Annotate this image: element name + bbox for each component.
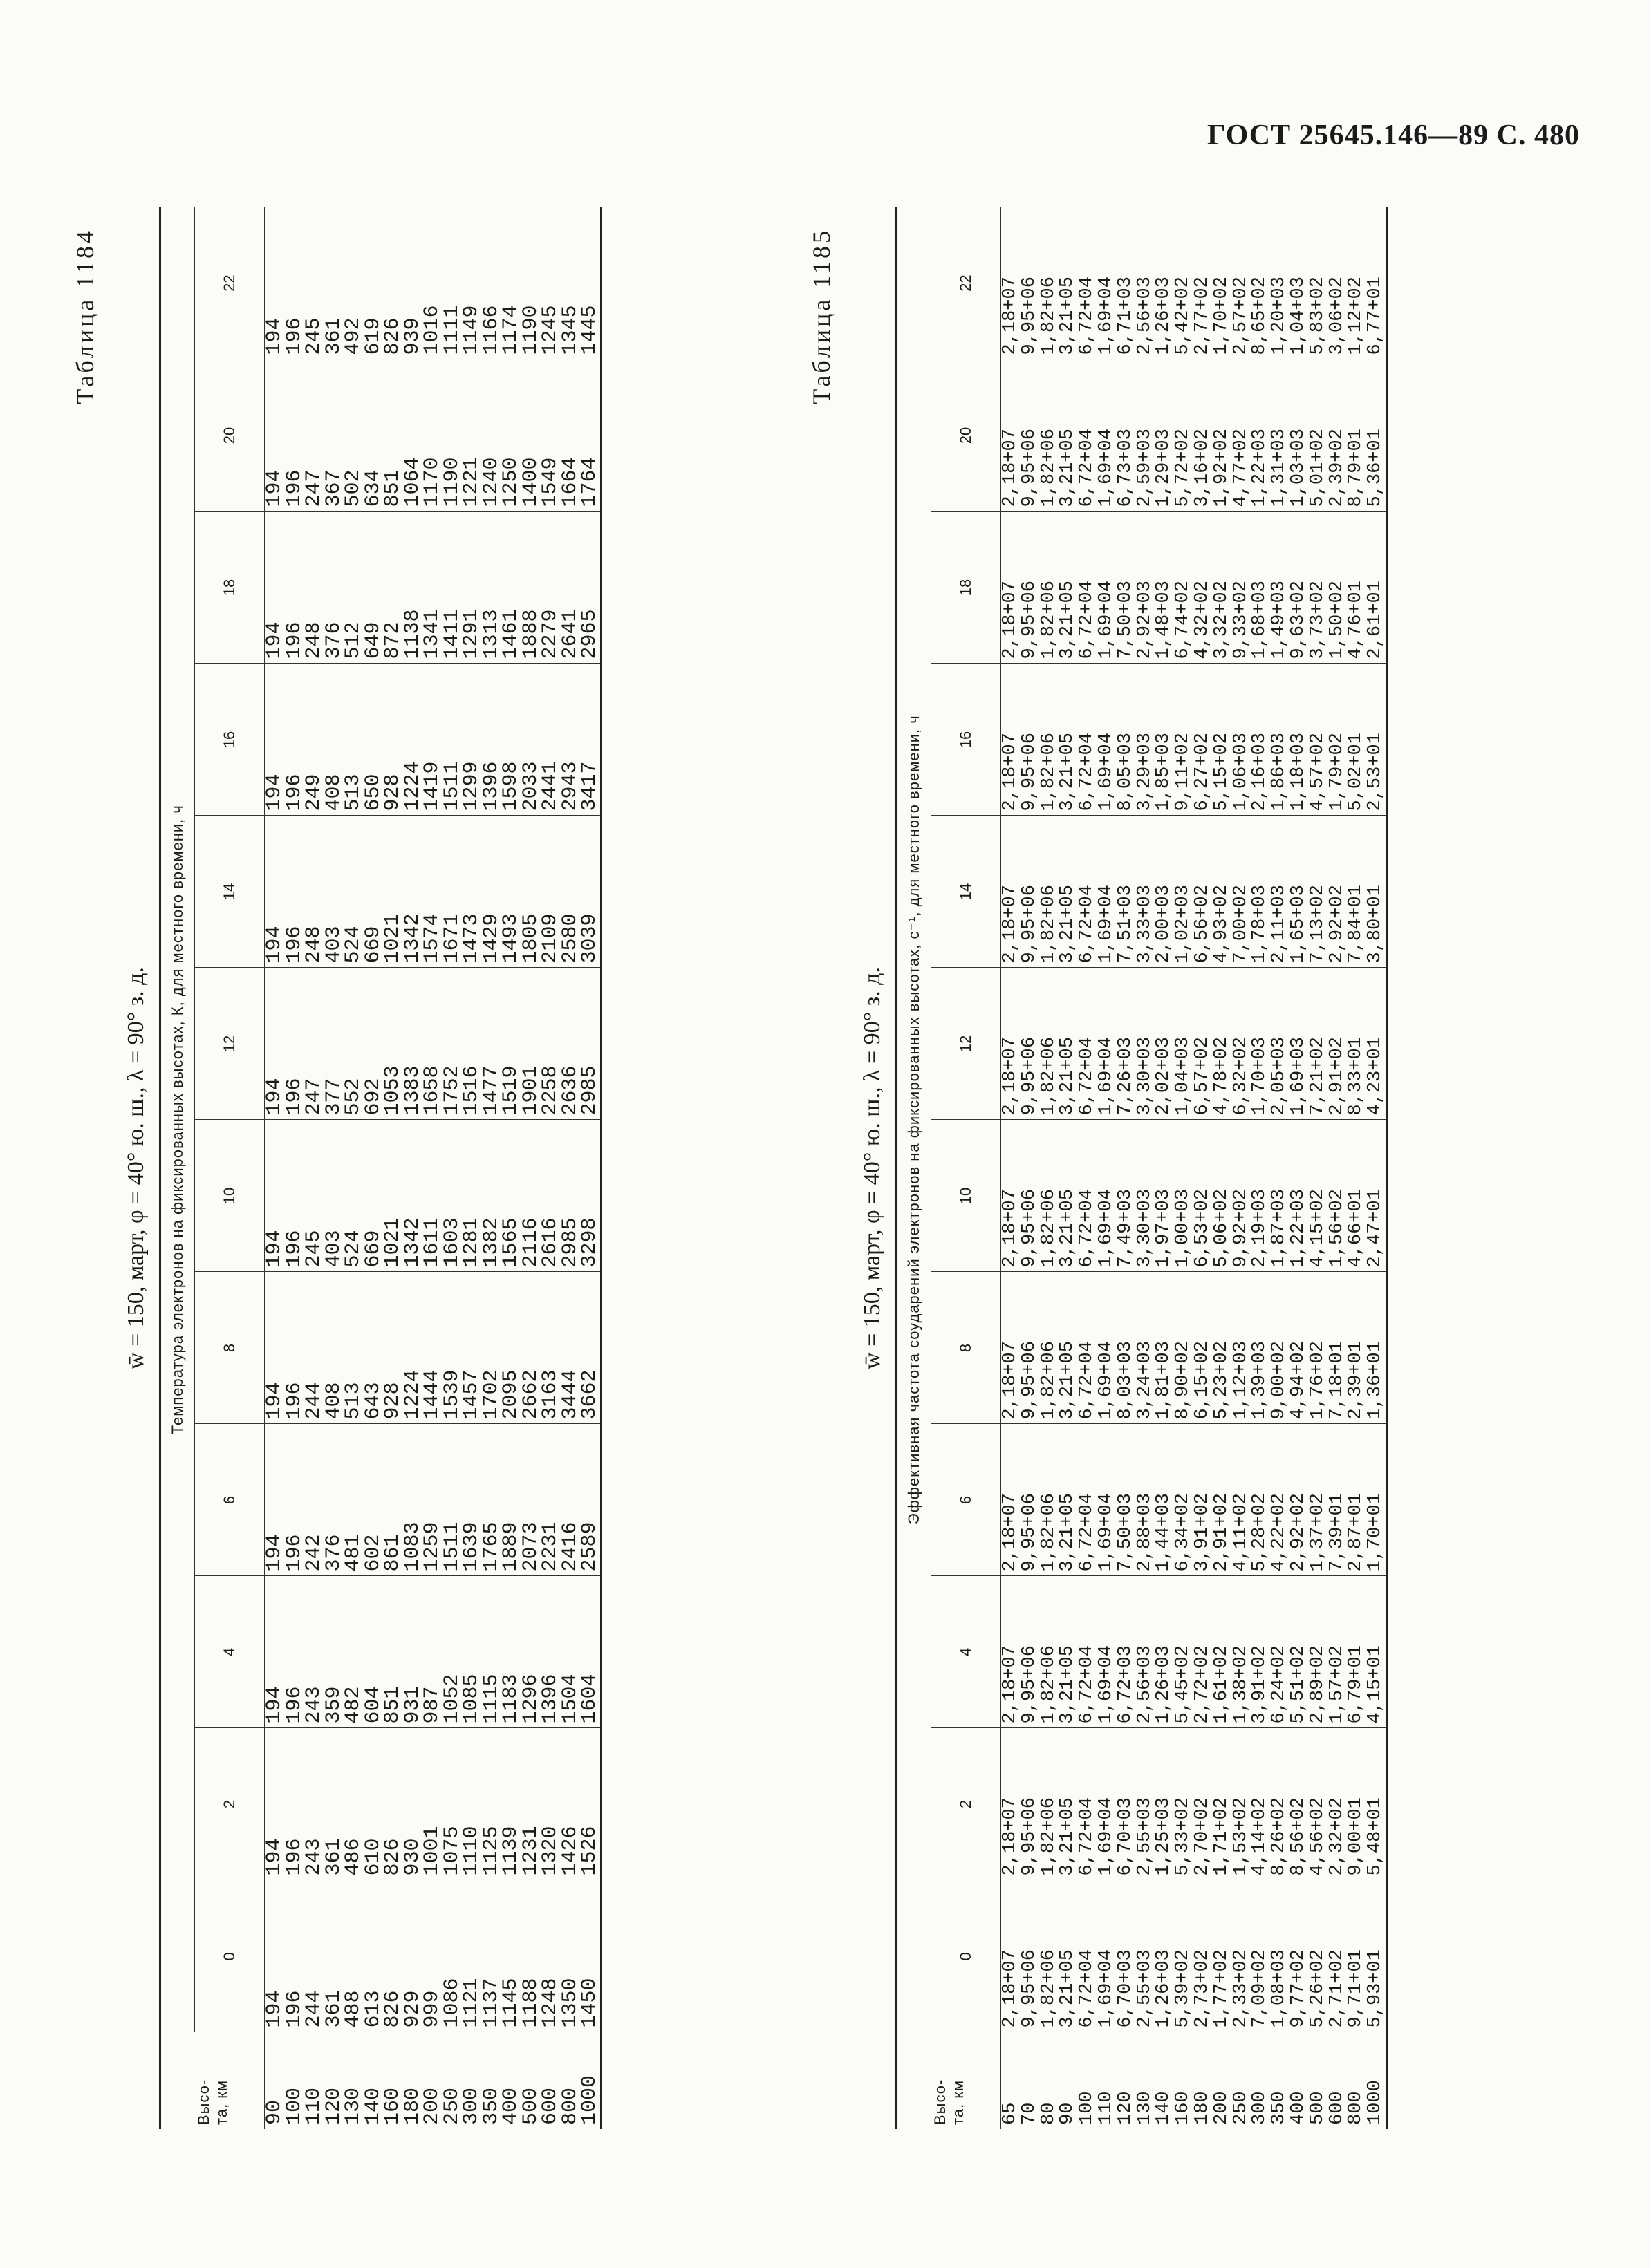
- hour-header: 4: [195, 1576, 265, 1728]
- altitude-header: Высо- та, км: [897, 2032, 1001, 2129]
- hour-header: 20: [931, 359, 1001, 512]
- hour-header: 6: [931, 1424, 1001, 1576]
- altitude-column: 65 70 80 90 100 110 120 130 140 160 180 200 250 300 350 400 500 600 800 1000: [1000, 2080, 1386, 2125]
- value-column: 194 196 243 361 486 610 826 930 1001 1075 1110 1125 1139 1231 1320 1426 1526: [265, 1728, 602, 1880]
- value-column: 2,18+07 9,95+06 1,82+06 3,21+05 6,72+04 1,69+04 7,50+03 2,92+03 1,48+03 6,74+02 4,32+02 3,32+02 9,33+02 1,68+03 1,49+03 9,63+02 3,73+02 1,50+02 4,76+01 2,61+01: [1001, 512, 1387, 664]
- value-column: 194 196 247 367 502 634 851 1064 1170 1190 1221 1240 1250 1400 1549 1664 1764: [265, 359, 602, 512]
- page-header: ГОСТ 25645.146—89 С. 480: [1207, 120, 1580, 151]
- altitude-column: 90 100 110 120 130 140 160 180 200 250 300 350 400 500 600 800 1000: [263, 2074, 602, 2125]
- hour-header: 0: [931, 1880, 1001, 2032]
- hour-header: 20: [195, 359, 265, 512]
- table-1184-block: [71, 207, 830, 2129]
- hour-header: 22: [931, 207, 1001, 359]
- value-column: 194 196 244 361 488 613 826 929 999 1086 1121 1137 1145 1188 1248 1350 1450: [265, 1880, 602, 2032]
- table-title: w̄ = 150, март, φ = 40° ю. ш., λ = 90° з. д.: [859, 967, 885, 1369]
- value-column: 194 196 248 403 524 669 1021 1342 1574 1671 1473 1429 1493 1805 2109 2580 3039: [265, 816, 602, 968]
- hour-header: 14: [931, 816, 1001, 968]
- table-caption: Эффективная частота соударений электронов на фиксированных высотах, с⁻¹, для местного времени, ч: [897, 207, 931, 2032]
- value-column: 2,18+07 9,95+06 1,82+06 3,21+05 6,72+04 1,69+04 6,71+03 2,56+03 1,26+03 5,42+02 2,77+02 1,70+02 2,57+02 8,65+02 1,20+03 1,04+03 5,83+02 3,06+02 1,12+02 6,77+01: [1001, 207, 1387, 359]
- value-column: 2,18+07 9,95+06 1,82+06 3,21+05 6,72+04 1,69+04 7,49+03 3,30+03 1,97+03 1,00+03 6,53+02 5,06+02 9,92+02 2,19+03 1,87+03 1,22+03 4,15+02 1,56+02 4,66+01 2,47+01: [1001, 1120, 1387, 1272]
- value-column: 194 196 243 359 482 604 851 931 987 1052 1085 1115 1183 1296 1396 1504 1604: [265, 1576, 602, 1728]
- table-1185-block: [808, 207, 1559, 2129]
- value-column: 2,18+07 9,95+06 1,82+06 3,21+05 6,72+04 1,69+04 6,72+03 2,56+03 1,26+03 5,45+02 2,72+02 1,61+02 1,38+02 3,91+02 6,24+02 5,51+02 2,89+02 1,57+02 6,79+01 4,15+01: [1001, 1576, 1387, 1728]
- value-column: 194 196 245 361 492 619 826 939 1016 1111 1149 1166 1174 1190 1245 1345 1445: [265, 207, 602, 359]
- value-column: 2,18+07 9,95+06 1,82+06 3,21+05 6,72+04 1,69+04 7,26+03 3,30+03 2,02+03 1,04+03 6,57+02 4,78+02 6,32+02 1,70+03 2,05+03 1,69+03 7,21+02 2,91+02 8,33+01 4,23+01: [1001, 968, 1387, 1120]
- hour-header: 2: [195, 1728, 265, 1880]
- value-column: 194 196 242 376 481 602 861 1083 1259 1511 1639 1765 1889 2073 2231 2416 2589: [265, 1424, 602, 1576]
- hour-header: 10: [195, 1120, 265, 1272]
- data-table: [895, 207, 1388, 2129]
- hour-header: 8: [931, 1272, 1001, 1424]
- hour-header: 16: [195, 664, 265, 816]
- value-column: 194 196 248 376 512 649 872 1138 1341 1411 1291 1313 1461 1888 2279 2641 2965: [265, 512, 602, 664]
- value-column: 194 196 247 377 552 692 1053 1383 1658 1752 1516 1477 1519 1901 2258 2636 2985: [265, 968, 602, 1120]
- hour-header: 4: [931, 1576, 1001, 1728]
- value-column: 2,18+07 9,95+06 1,82+06 3,21+05 6,72+04 1,69+04 6,70+03 2,55+03 1,26+03 5,39+02 2,73+02 1,77+02 2,33+02 7,09+02 1,08+03 9,77+02 5,26+02 2,71+02 9,71+01 5,93+01: [1001, 1880, 1387, 2032]
- hour-header: 22: [195, 207, 265, 359]
- value-column: 2,18+07 9,95+06 1,82+06 3,21+05 6,72+04 1,69+04 8,05+03 3,29+03 1,85+03 9,11+02 6,27+02 5,15+02 1,06+03 2,16+03 1,86+03 1,18+03 4,57+02 1,79+02 5,02+01 2,53+01: [1001, 664, 1387, 816]
- hour-header: 8: [195, 1272, 265, 1424]
- value-column: 194 196 245 403 524 669 1021 1342 1611 1603 1281 1382 1565 2116 2616 2985 3298: [265, 1120, 602, 1272]
- data-table: [159, 207, 602, 2129]
- value-column: 2,18+07 9,95+06 1,82+06 3,21+05 6,72+04 1,69+04 6,70+03 2,55+03 1,25+03 5,33+02 2,70+02 1,71+02 1,53+02 4,14+02 8,26+02 8,56+02 4,56+02 2,32+02 9,00+01 5,48+01: [1001, 1728, 1387, 1880]
- hour-header: 6: [195, 1424, 265, 1576]
- hour-header: 2: [931, 1728, 1001, 1880]
- hour-header: 16: [931, 664, 1001, 816]
- value-column: 194 196 249 408 513 650 928 1224 1419 1511 1299 1396 1598 2033 2441 2943 3417: [265, 664, 602, 816]
- table-caption: Температура электронов на фиксированных высотах, К, для местного времени, ч: [160, 207, 195, 2032]
- value-column: 2,18+07 9,95+06 1,82+06 3,21+05 6,72+04 1,69+04 6,73+03 2,59+03 1,29+03 5,72+02 3,16+02 1,92+02 4,77+02 1,22+03 1,31+03 1,03+03 5,01+02 2,39+02 8,79+01 5,36+01: [1001, 359, 1387, 512]
- hour-header: 12: [931, 968, 1001, 1120]
- value-column: 2,18+07 9,95+06 1,82+06 3,21+05 6,72+04 1,69+04 8,03+03 3,24+03 1,81+03 8,90+02 6,15+02 5,23+02 1,12+03 1,39+03 9,00+02 4,94+02 1,76+02 7,18+01 2,39+01 1,36+01: [1001, 1272, 1387, 1424]
- value-column: 194 196 244 408 513 643 928 1224 1444 1539 1457 1702 2095 2662 3163 3444 3662: [265, 1272, 602, 1424]
- hour-header: 12: [195, 968, 265, 1120]
- hour-header: 18: [195, 512, 265, 664]
- hour-header: 10: [931, 1120, 1001, 1272]
- hour-header: 0: [195, 1880, 265, 2032]
- value-column: 2,18+07 9,95+06 1,82+06 3,21+05 6,72+04 1,69+04 7,51+03 3,33+03 2,00+03 1,02+03 6,56+02 4,93+02 7,00+02 1,78+03 2,11+03 1,65+03 7,13+02 2,92+02 7,84+01 3,80+01: [1001, 816, 1387, 968]
- table-label: Таблица 1185: [808, 228, 835, 404]
- hour-header: 14: [195, 816, 265, 968]
- hour-header: 18: [931, 512, 1001, 664]
- altitude-header: Высо- та, км: [160, 2032, 265, 2129]
- table-title: w̄ = 150, март, φ = 40° ю. ш., λ = 90° з. д.: [123, 967, 149, 1369]
- table-label: Таблица 1184: [71, 228, 99, 404]
- value-column: 2,18+07 9,95+06 1,82+06 3,21+05 6,72+04 1,69+04 7,50+03 2,88+03 1,44+03 6,34+02 3,91+02 2,91+02 4,11+02 5,28+02 4,22+02 2,92+02 1,37+02 7,39+01 2,87+01 1,70+01: [1001, 1424, 1387, 1576]
